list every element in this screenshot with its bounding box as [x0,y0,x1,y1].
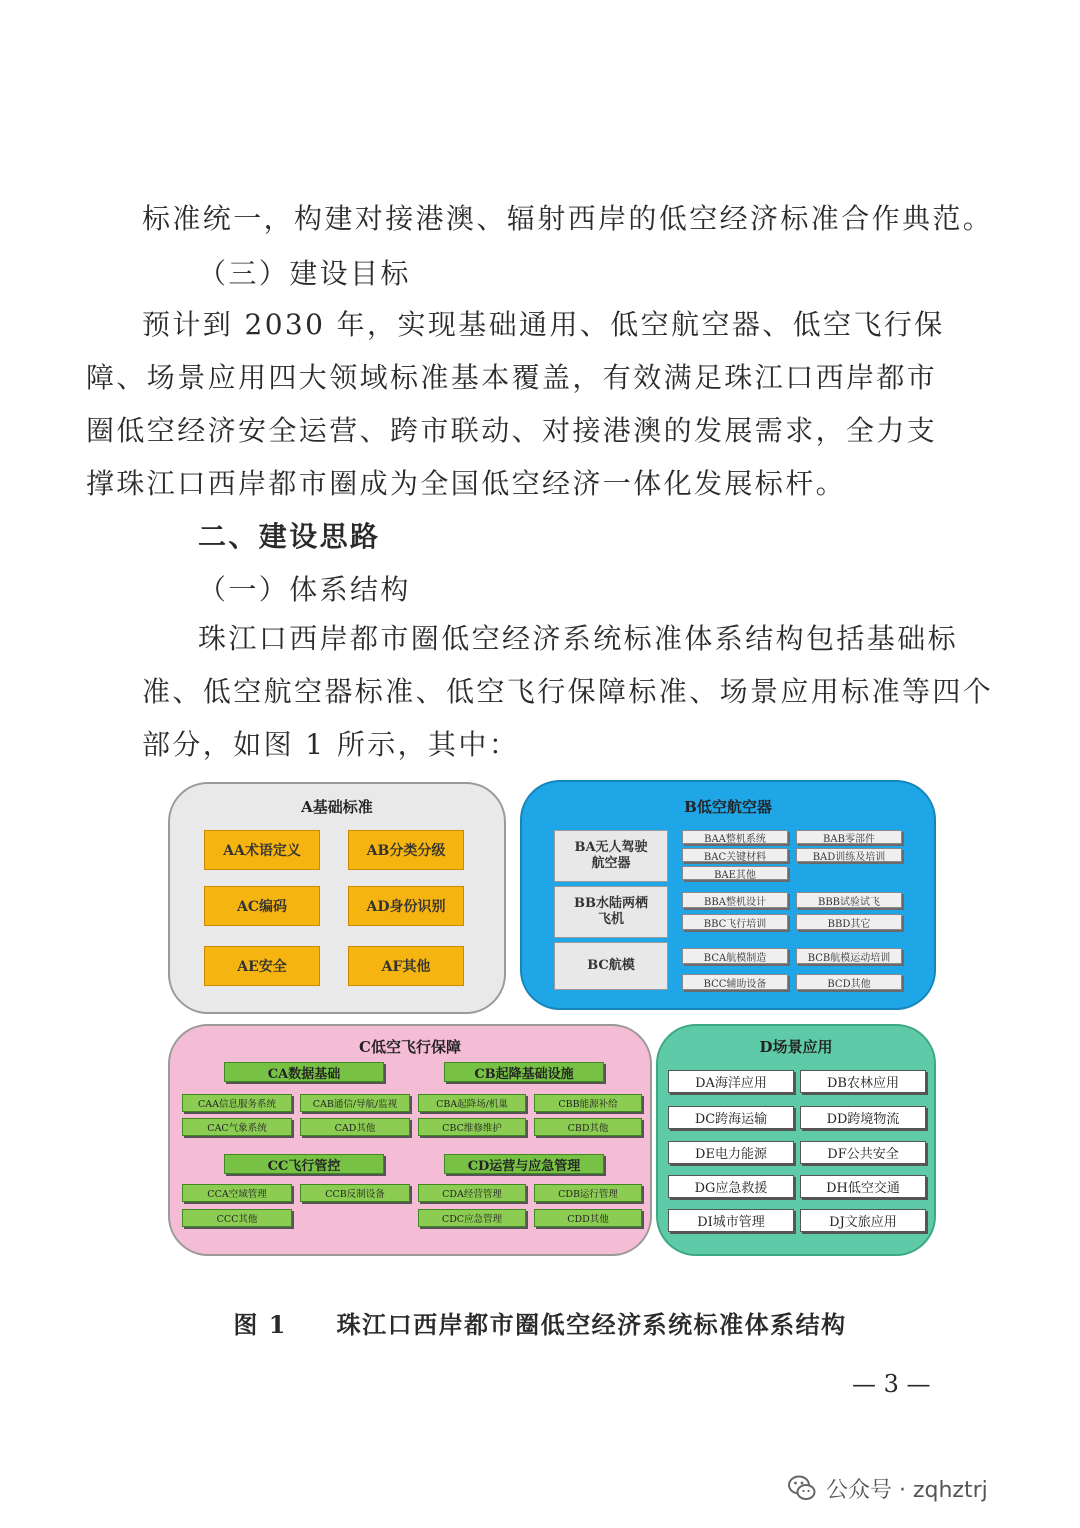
watermark [786,1470,988,1506]
item-box: CCC其他 [182,1209,292,1227]
panel-a-basic-standards [168,782,506,1014]
group-box: CC飞行管控 [224,1154,384,1174]
item-box: CDC应急管理 [418,1209,526,1227]
item-box: BBB试验试飞 [796,892,902,908]
item-box: CBC维修维护 [418,1118,526,1136]
text-line: 预计到 2030 年，实现基础通用、低空航空器、低空飞行保 [142,308,945,341]
item-box: CBB能源补给 [534,1094,642,1112]
panel-title: D场景应用 [759,1038,833,1056]
item-box: BBD其它 [796,914,902,930]
group-box: BC航模 [554,942,668,990]
caption-text: 珠江口西岸都市圈低空经济系统标准体系结构 [336,1310,847,1339]
text-line: 准、低空航空器标准、低空飞行保障标准、场景应用标准等四个 [142,675,994,708]
item-box: AC编码 [204,886,320,926]
item-box: CDB运行管理 [534,1184,642,1202]
item-box: DH低空交通 [800,1175,926,1198]
item-box: DG应急救援 [668,1175,794,1198]
item-box: BCA航模制造 [682,948,788,964]
item-box: CBD其他 [534,1118,642,1136]
text-line: 标准统一，构建对接港澳、辐射西岸的低空经济标准合作典范。 [142,202,994,235]
item-box: BCC辅助设备 [682,974,788,990]
item-box: CBA起降场/机巢 [418,1094,526,1112]
group-box: CD运营与应急管理 [444,1154,604,1174]
group-box: CA数据基础 [224,1062,384,1082]
item-box: AB分类分级 [348,830,464,870]
panel-title: B低空航空器 [684,798,772,816]
item-box: CAC气象系统 [182,1118,292,1136]
page-number: — 3 — [852,1370,931,1398]
item-box: CAD其他 [300,1118,410,1136]
item-box: BCB航模运动培训 [796,948,902,964]
item-box: CDD其他 [534,1209,642,1227]
item-box: DI城市管理 [668,1209,794,1232]
item-box: BAB零部件 [796,830,902,844]
item-box: BAE其他 [682,866,788,880]
item-box: DE电力能源 [668,1141,794,1164]
text-line: 部分，如图 1 所示，其中： [142,728,520,761]
group-box: CB起降基础设施 [444,1062,604,1082]
item-box: BCD其他 [796,974,902,990]
item-box: DF公共安全 [800,1141,926,1164]
panel-c-flight-support [168,1024,652,1256]
item-box: CAB通信/导航/监视 [300,1094,410,1112]
panel-d-scenario-applications [656,1024,936,1256]
item-box: BAA整机系统 [682,830,788,844]
item-box: BAD训练及培训 [796,848,902,862]
item-box: DA海洋应用 [668,1070,794,1093]
heading-structure: （一）体系结构 [198,573,411,606]
paragraph-structure [142,612,994,771]
item-box: DC跨海运输 [668,1106,794,1129]
item-box: AE安全 [204,946,320,986]
item-box: BAC关键材料 [682,848,788,862]
item-box: BBC飞行培训 [682,914,788,930]
text-line: 圈低空经济安全运营、跨市联动、对接港澳的发展需求，全力支 [86,414,938,447]
group-box: BB水陆两栖飞机 [554,886,668,938]
item-box: AA术语定义 [204,830,320,870]
paragraph-goal [86,298,945,510]
item-box: CCA空域管理 [182,1184,292,1202]
panel-b-aircraft [520,780,936,1010]
text-line: 珠江口西岸都市圈低空经济系统标准体系结构包括基础标 [198,622,959,655]
wechat-icon [786,1472,818,1504]
panel-title: A基础标准 [301,798,373,816]
panel-title: C低空飞行保障 [359,1038,461,1056]
group-box: BA无人驾驶航空器 [554,830,668,882]
section-heading: 二、建设思路 [198,520,381,553]
item-box: BBA整机设计 [682,892,788,908]
caption-label: 图 1 [233,1310,287,1339]
item-box: DJ文旅应用 [800,1209,926,1232]
heading-goal: （三）建设目标 [198,257,411,290]
text-line: 撑珠江口西岸都市圈成为全国低空经济一体化发展标杆。 [86,467,847,500]
paragraph-intro [142,192,994,245]
watermark-text: 公众号 · zqhztrj [826,1477,988,1503]
item-box: DD跨境物流 [800,1106,926,1129]
item-box: AF其他 [348,946,464,986]
text-line: 障、场景应用四大领域标准基本覆盖，有效满足珠江口西岸都市 [86,361,938,394]
item-box: DB农林应用 [800,1070,926,1093]
item-box: CAA信息服务系统 [182,1094,292,1112]
item-box: CDA经营管理 [418,1184,526,1202]
figure-caption [0,1305,1080,1340]
item-box: CCB反制设备 [300,1184,410,1202]
item-box: AD身份识别 [348,886,464,926]
